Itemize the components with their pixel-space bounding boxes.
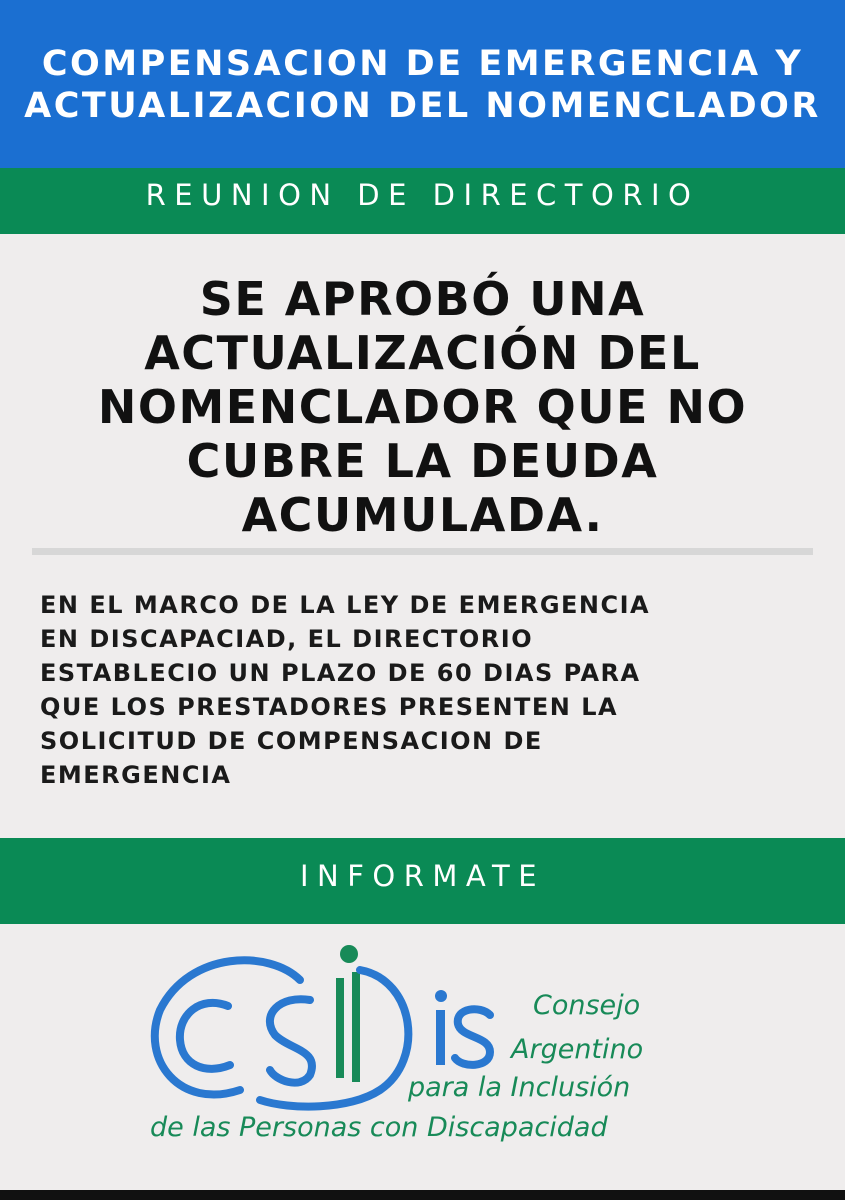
body-line: ESTABLECIO UN PLAZO DE 60 DIAS PARA: [40, 659, 641, 687]
bottom-edge: [0, 1190, 845, 1200]
header-banner: [0, 0, 845, 168]
cta-label[interactable]: INFORMATE: [299, 859, 546, 893]
body-text: [40, 588, 820, 792]
body-line: QUE LOS PRESTADORES PRESENTEN LA: [40, 693, 619, 721]
divider: [32, 548, 813, 555]
logo-text-line: de las Personas con Discapacidad: [150, 1112, 608, 1143]
header-title: COMPENSACION DE EMERGENCIA Y ACTUALIZACION DEL NOMENCLADOR: [24, 44, 821, 126]
logo-text-line: Argentino: [511, 1034, 644, 1065]
organization-logo: [150, 940, 710, 1150]
logo-text-line: para la Inclusión: [408, 1072, 631, 1103]
subheader-band: [0, 168, 845, 234]
headline: SE APROBÓ UNA ACTUALIZACIÓN DEL NOMENCLADOR QUE NO CUBRE LA DEUDA ACUMULADA.: [97, 272, 748, 542]
cta-band[interactable]: [0, 838, 845, 924]
body-line: EMERGENCIA: [40, 761, 232, 789]
logo-text-line: Consejo: [533, 990, 641, 1021]
body-line: EN EL MARCO DE LA LEY DE EMERGENCIA: [40, 591, 651, 619]
body-line: SOLICITUD DE COMPENSACION DE: [40, 727, 543, 755]
body-line: EN DISCAPACIAD, EL DIRECTORIO: [40, 625, 534, 653]
subheader-label: REUNION DE DIRECTORIO: [145, 178, 700, 212]
